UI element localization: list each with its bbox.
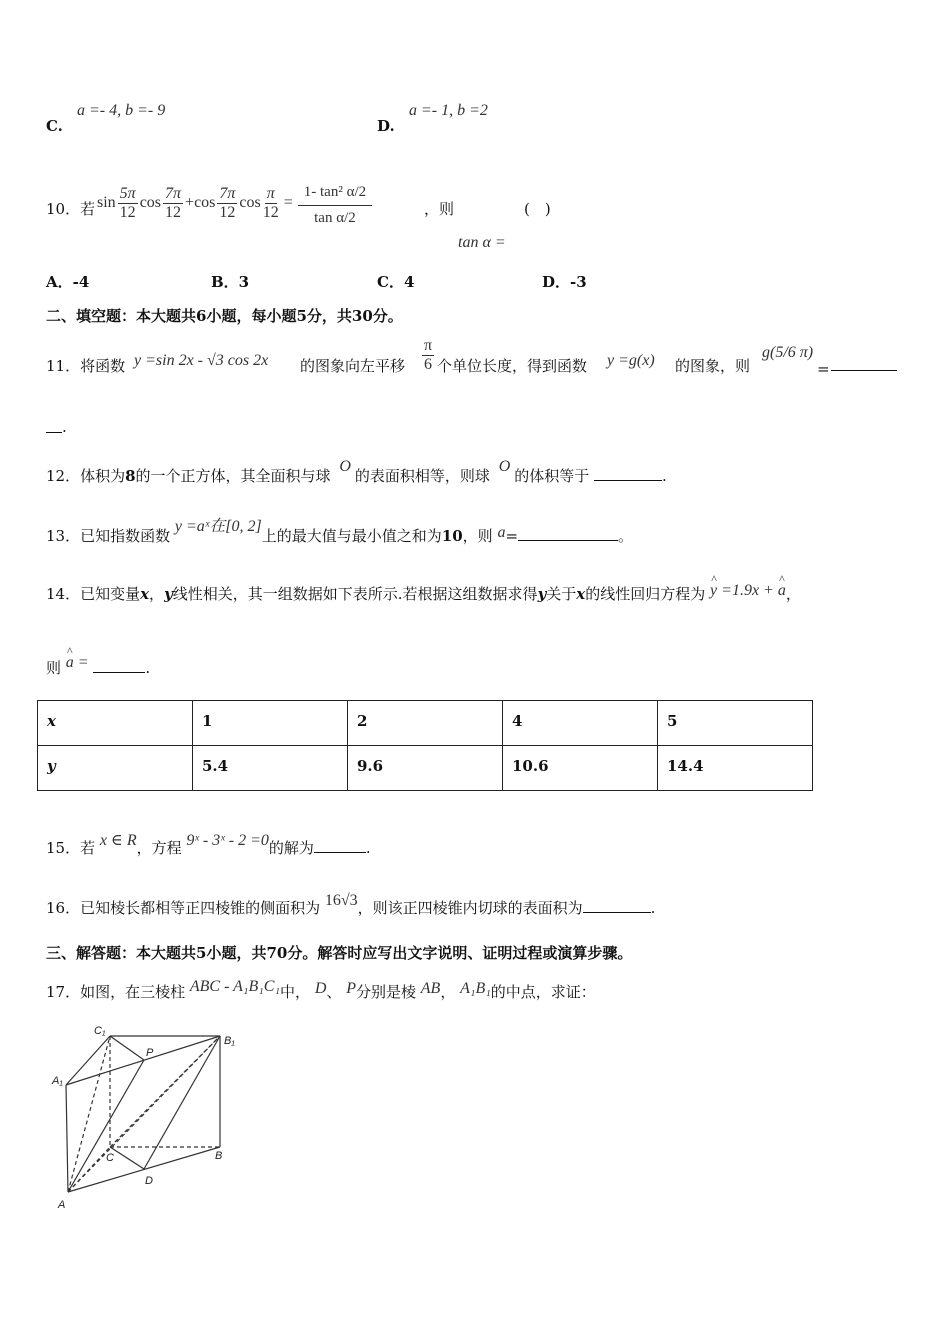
q10-frac-4: $\frac{\pi}{12}$	[262, 184, 279, 221]
q10-equation	[97, 180, 374, 226]
q11-g-function: y =g(x)	[607, 352, 655, 369]
table-cell: y	[38, 746, 193, 791]
label-c: C	[106, 1152, 114, 1164]
edge-a-b	[68, 1147, 223, 1192]
q15-equation: 9ˣ - 3ˣ - 2 =0	[186, 832, 269, 849]
prism-figure	[48, 1020, 248, 1215]
q11-equals: =	[817, 360, 830, 378]
data-table	[37, 700, 813, 791]
label-a: A	[58, 1199, 66, 1211]
q11-answer-blank[interactable]	[831, 356, 897, 371]
q10-sin: sin	[97, 194, 116, 211]
q10-cos-1: cos	[139, 194, 162, 211]
q11-text-3: 的图象，则	[675, 357, 751, 375]
q9-option-c-label: C.	[46, 117, 63, 135]
q10-number: 10．若	[46, 200, 96, 218]
q11-g-value: g(5/6 π)	[762, 344, 814, 361]
table-cell: 2	[348, 701, 503, 746]
q13-answer-blank[interactable]	[518, 526, 618, 541]
q12-answer-blank[interactable]	[594, 466, 662, 481]
table-row	[38, 701, 813, 746]
q13-expr: y =aˣ在[0, 2]	[174, 518, 262, 535]
label-p: P	[146, 1047, 154, 1059]
section-3-heading: 三、解答题：本大题共5小题，共70分。解答时应写出文字说明、证明过程或演算步骤。	[46, 944, 633, 962]
q10-cos-3: cos	[239, 194, 261, 211]
q11-tail: .	[62, 418, 67, 436]
q10-frac-2: $\frac{7\pi}{12}$	[165, 184, 182, 221]
q15-condition: x ∈ R	[99, 832, 137, 849]
edge-a-a1	[66, 1085, 68, 1192]
q13-text: 13．已知指数函数 y =aˣ在[0, 2]上的最大值与最小值之和为10，则 a= 。	[46, 518, 634, 545]
table-cell: 10.6	[503, 746, 658, 791]
label-a1: A₁	[52, 1075, 63, 1087]
table-cell: 4	[503, 701, 658, 746]
table-cell: 14.4	[658, 746, 813, 791]
q15-text: 15．若 x ∈ R，方程 9ˣ - 3ˣ - 2 =0的解为 .	[46, 832, 371, 857]
q16-answer-blank[interactable]	[583, 898, 651, 913]
q11-text-2: 个单位长度，得到函数	[437, 357, 588, 375]
q17-prism: ABC - A₁B₁C₁	[189, 978, 281, 995]
q16-text: 16．已知棱长都相等正四棱锥的侧面积为 16√3，则该正四棱锥内切球的表面积为 .	[46, 892, 656, 917]
q15-answer-blank[interactable]	[314, 838, 366, 853]
q10-answer-paren: ( )	[524, 200, 551, 218]
q9-option-c-expr: a =- 4, b =- 9	[77, 102, 166, 119]
q10-tan-expr: tan α =	[458, 234, 506, 251]
line-c-d	[110, 1147, 144, 1169]
q10-frac-3: $\frac{7\pi}{12}$	[219, 184, 236, 221]
label-b1: B₁	[224, 1035, 235, 1047]
q11-answer-blank-cont[interactable]	[46, 418, 62, 433]
q10-plus: +	[185, 194, 195, 211]
q9-option-d-label: D.	[377, 117, 395, 135]
table-cell: 5	[658, 701, 813, 746]
q10-frac-1: $\frac{5\pi}{12}$	[119, 184, 136, 221]
q9-option-d-expr: a =- 1, b =2	[409, 102, 488, 119]
table-row	[38, 746, 813, 791]
table-cell: 5.4	[193, 746, 348, 791]
q10-then: ，则	[424, 200, 455, 218]
q10-option-a: A．-4	[46, 273, 90, 291]
q14-text: 14．已知变量x，y线性相关，其一组数据如下表所示.若根据这组数据求得y关于x的线性回归方程为 ^ y =1.9x + ^ a，	[46, 583, 801, 604]
q10-option-d: D．-3	[542, 273, 587, 291]
q11-shift: $\frac{\pi}{6}$	[424, 337, 433, 373]
table-cell: 1	[193, 701, 348, 746]
q12-text: 12．体积为8的一个正方体，其全面积与球 O的表面积相等，则球 O的体积等于 .	[46, 458, 667, 485]
q17-text: 17．如图，在三棱柱 ABC - A₁B₁C₁中， D、 P分别是棱 AB， A₁B₁的中点，求证：	[46, 978, 596, 1001]
q10-cos-2: cos	[194, 194, 216, 211]
q14-regression-eq: ^ y =1.9x + ^ a	[710, 582, 786, 599]
q10-option-b: B．3	[211, 273, 250, 291]
label-d: D	[145, 1175, 153, 1187]
q11-number: 11．将函数	[46, 357, 126, 375]
label-b: B	[215, 1150, 223, 1162]
q10-option-c: C．4	[377, 273, 415, 291]
table-cell: x	[38, 701, 193, 746]
q11-function: y =sin 2x - √3 cos 2x	[134, 352, 269, 369]
line-c1-p	[110, 1036, 144, 1060]
q10-equals: =	[283, 194, 293, 211]
q11-text-1: 的图象向左平移	[300, 357, 406, 375]
q14-line2: 则 ^ a = .	[46, 657, 150, 678]
q10-rhs-frac: $\frac{\text{1- tan² α/2}}{\text{tan α/2}}$	[298, 180, 372, 226]
q16-area: 16√3	[324, 892, 358, 909]
label-c1: C₁	[94, 1025, 106, 1037]
table-cell: 9.6	[348, 746, 503, 791]
section-2-heading: 二、填空题：本大题共6小题，每小题5分，共30分。	[46, 307, 403, 325]
q14-answer-blank[interactable]	[93, 658, 145, 673]
